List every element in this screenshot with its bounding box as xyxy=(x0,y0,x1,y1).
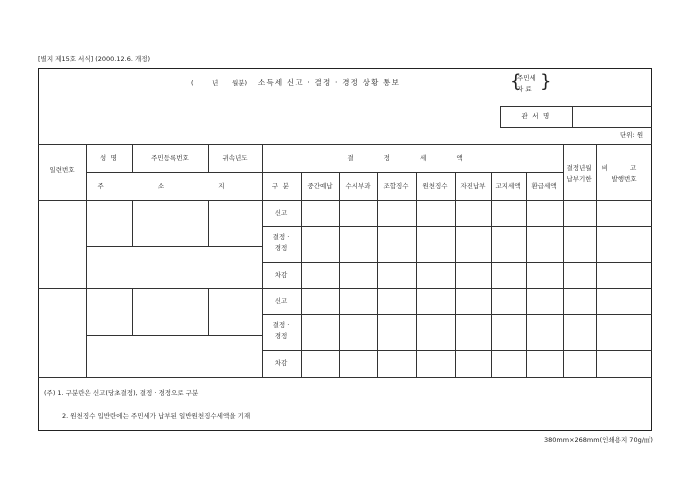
header-resident-no: 주민등록번호 xyxy=(151,154,189,162)
header-due-line2: 납부기한 xyxy=(566,175,592,183)
side-box-bracket-left: { xyxy=(510,71,522,92)
page-title: 소득세 신고 · 결정 · 경정 상황 통보 xyxy=(258,78,401,87)
header-tax-amount: 결 정 세 액 xyxy=(347,154,477,162)
side-box-bracket-right: } xyxy=(540,71,552,92)
header-remark-line1: 비 고 xyxy=(601,164,647,172)
header-mid-payment: 중간예납 xyxy=(307,182,333,190)
office-name-field[interactable] xyxy=(573,107,651,126)
header-withholding: 원천징수 xyxy=(422,182,448,190)
unit-label: 단위: 원 xyxy=(620,131,644,139)
note-2: 2. 원천징수 입반란에는 주민세가 납부된 일반원천징수세액을 기재 xyxy=(62,412,251,420)
header-remark-line2: 발행번호 xyxy=(611,175,637,183)
office-label: 관 서 명 xyxy=(521,112,551,120)
row-decision-1b: 경정 xyxy=(274,244,288,252)
title-month-part: 월분) xyxy=(232,79,248,87)
header-assoc-collection: 조합징수 xyxy=(383,182,409,190)
row-decision-1a: 결정 · xyxy=(272,233,290,241)
row-difference-1: 차감 xyxy=(274,271,288,279)
row-report-2: 신고 xyxy=(274,297,288,305)
row-difference-2: 차감 xyxy=(274,359,288,367)
side-box-line1: 주민세 xyxy=(517,74,536,82)
side-box-line2: 자 료 xyxy=(517,85,532,93)
header-tax-year: 귀속년도 xyxy=(222,154,248,162)
form-label: [별지 제15호 서식] (2000.12.6. 개정) xyxy=(38,55,151,63)
paper-size: 380mm×268mm(인쇄용지 70g/㎡) xyxy=(544,436,653,444)
header-serial-no: 일련번호 xyxy=(49,166,75,174)
header-name: 성 명 xyxy=(99,154,119,162)
header-category: 구 분 xyxy=(271,182,291,190)
row-report-1: 신고 xyxy=(274,209,288,217)
row-decision-2b: 경정 xyxy=(274,332,288,340)
header-ad-hoc: 수시부과 xyxy=(345,182,371,190)
header-due-line1: 결정년월 xyxy=(566,164,592,172)
header-address: 주 소 지 xyxy=(97,182,251,190)
header-notice-amount: 고지세액 xyxy=(495,182,521,190)
header-refund-amount: 환급세액 xyxy=(531,182,557,190)
title-paren-open: ( xyxy=(191,79,194,87)
note-1: (주) 1. 구분란은 신고(당초결정), 결정 · 경정으로 구분 xyxy=(44,389,199,397)
row-decision-2a: 결정 · xyxy=(272,321,290,329)
title-year: 년 xyxy=(212,79,219,87)
header-self-payment: 자진납부 xyxy=(460,182,486,190)
